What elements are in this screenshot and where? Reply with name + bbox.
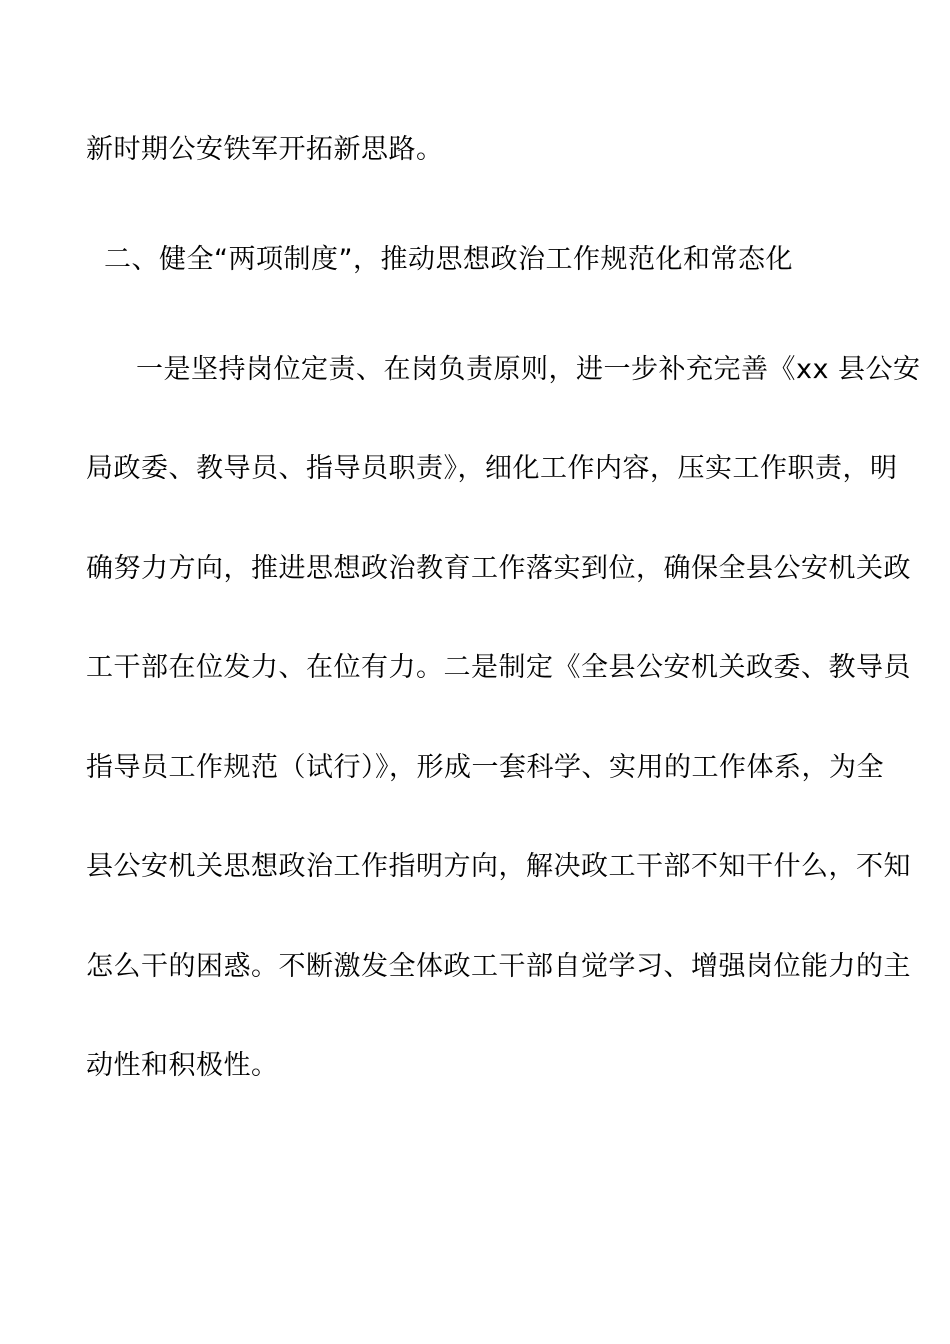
paragraph-line: 工干部在位发力、在位有力。二是制定《全县公安机关政委、教导员 xyxy=(86,652,911,683)
paragraph-line: 县公安机关思想政治工作指明方向，解决政工干部不知干什么，不知 xyxy=(86,851,911,882)
paragraph-line: 指导员工作规范（试行）》，形成一套科学、实用的工作体系，为全 xyxy=(86,752,884,783)
paragraph-line: 一是坚持岗位定责、在岗负责原则，进一步补充完善《xx 县公安 xyxy=(136,354,921,385)
paragraph-line: 确努力方向，推进思想政治教育工作落实到位，确保全县公安机关政 xyxy=(86,553,911,584)
paragraph-line: 新时期公安铁军开拓新思路。 xyxy=(86,134,444,165)
paragraph-line: 局政委、教导员、指导员职责》，细化工作内容，压实工作职责，明 xyxy=(86,453,898,484)
paragraph-line: 怎么干的困惑。不断激发全体政工干部自觉学习、增强岗位能力的主 xyxy=(86,951,911,982)
paragraph-line: 动性和积极性。 xyxy=(86,1050,279,1081)
section-heading: 二、健全“两项制度”，推动思想政治工作规范化和常态化 xyxy=(104,244,793,275)
